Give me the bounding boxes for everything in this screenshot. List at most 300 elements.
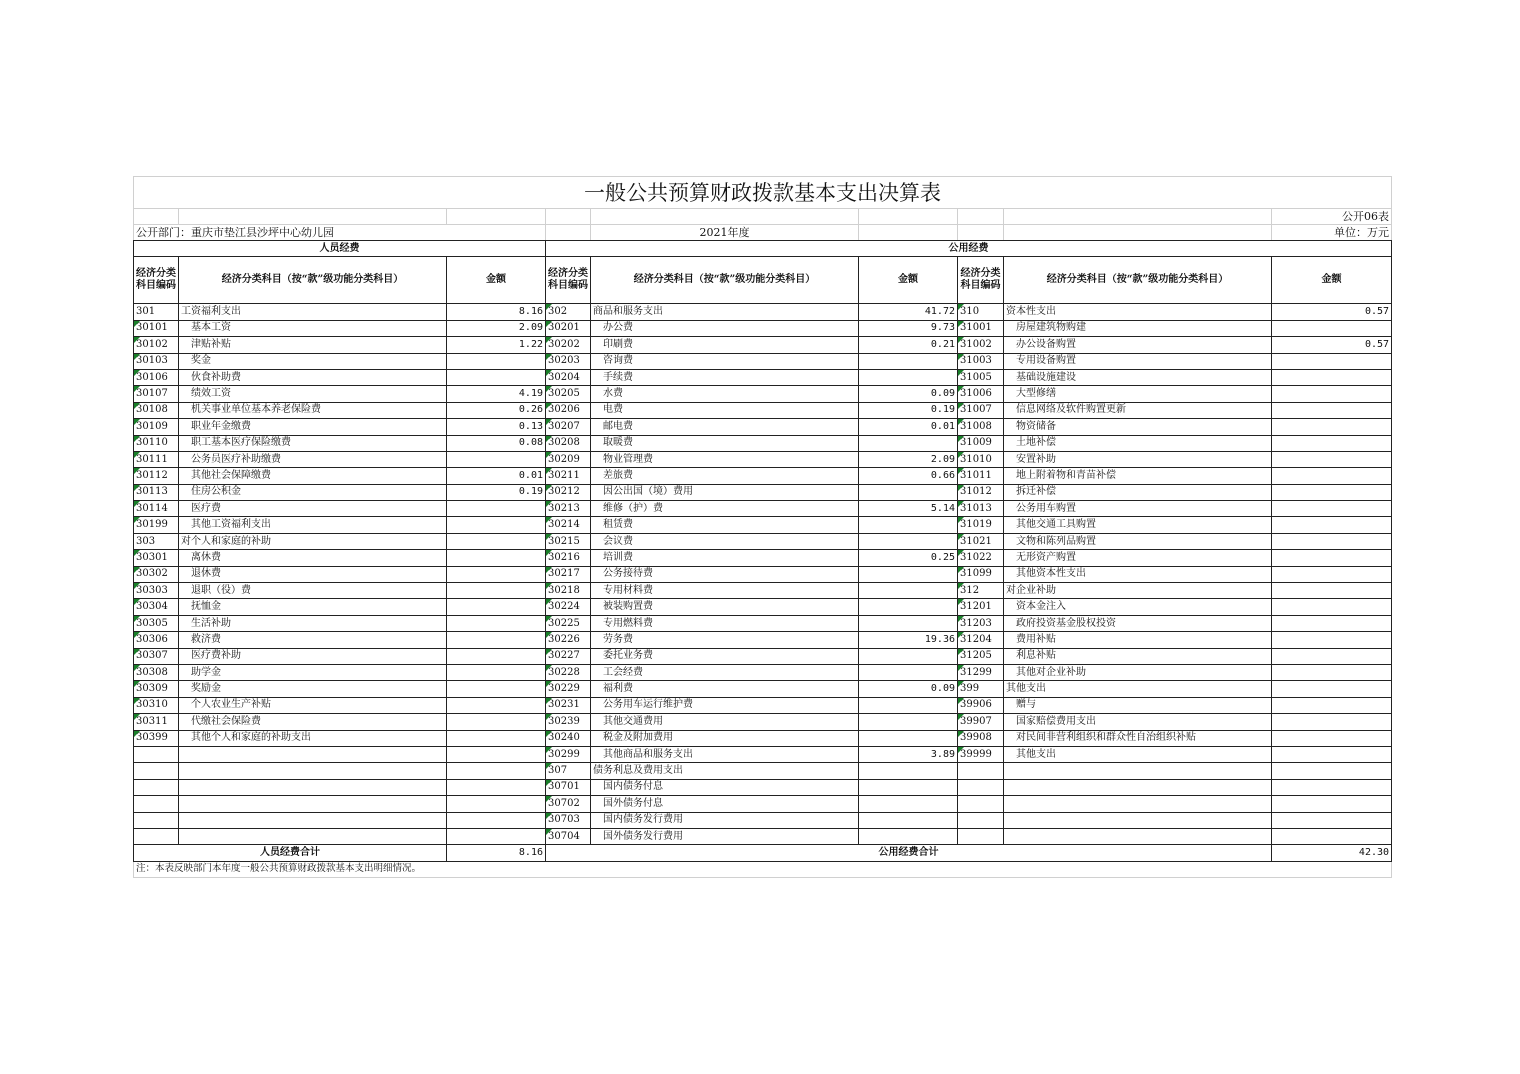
department-label: 公开部门：重庆市垫江县沙坪中心幼儿园	[134, 225, 546, 241]
row-code: 30205	[546, 386, 591, 402]
row-amount: 0.09	[859, 386, 958, 402]
footnote: 注：本表反映部门本年度一般公共预算财政拨款基本支出明细情况。	[134, 861, 1392, 877]
row-amount	[447, 369, 546, 385]
row-item-name: 生活补助	[179, 615, 447, 631]
row-amount	[447, 648, 546, 664]
row-item-name: 物业管理费	[591, 451, 859, 467]
row-amount	[1272, 796, 1392, 812]
row-item-name: 对民间非营利组织和群众性自治组织补贴	[1004, 730, 1272, 746]
row-code: 31299	[958, 664, 1004, 680]
table-row	[134, 828, 1392, 844]
row-amount: 8.16	[447, 304, 546, 320]
row-code: 30101	[134, 320, 179, 336]
row-item-name: 其他支出	[1004, 746, 1272, 762]
row-amount: 19.36	[859, 632, 958, 648]
row-code: 30217	[546, 566, 591, 582]
row-code: 312	[958, 583, 1004, 599]
row-code	[958, 812, 1004, 828]
row-item-name: 专用燃料费	[591, 615, 859, 631]
row-amount	[1272, 451, 1392, 467]
year-label: 2021年度	[591, 225, 859, 241]
header-code: 经济分类科目编码	[134, 257, 179, 304]
unit-label: 单位：万元	[1272, 225, 1392, 241]
row-amount	[1272, 369, 1392, 385]
header-code: 经济分类科目编码	[958, 257, 1004, 304]
row-code: 310	[958, 304, 1004, 320]
row-amount	[1272, 468, 1392, 484]
row-item-name: 医疗费	[179, 501, 447, 517]
totals-row	[134, 845, 1392, 861]
row-amount	[1272, 648, 1392, 664]
row-code: 307	[546, 763, 591, 779]
row-amount	[447, 681, 546, 697]
row-item-name: 国内债务发行费用	[591, 812, 859, 828]
row-code	[958, 779, 1004, 795]
row-item-name: 委托业务费	[591, 648, 859, 664]
row-code: 30207	[546, 419, 591, 435]
column-headers	[134, 257, 1392, 304]
row-amount: 0.19	[447, 484, 546, 500]
table-row	[134, 484, 1392, 500]
row-amount	[447, 828, 546, 844]
row-item-name: 离休费	[179, 550, 447, 566]
row-code: 30229	[546, 681, 591, 697]
row-amount	[859, 796, 958, 812]
row-item-name: 土地补偿	[1004, 435, 1272, 451]
row-amount	[1272, 632, 1392, 648]
row-code: 30307	[134, 648, 179, 664]
row-code: 30303	[134, 583, 179, 599]
row-amount	[1272, 517, 1392, 533]
row-amount	[1272, 435, 1392, 451]
row-amount: 2.09	[859, 451, 958, 467]
row-code: 30202	[546, 337, 591, 353]
table-row	[134, 599, 1392, 615]
row-code: 30109	[134, 419, 179, 435]
row-code: 30240	[546, 730, 591, 746]
table-row	[134, 796, 1392, 812]
row-amount	[447, 730, 546, 746]
row-amount: 0.57	[1272, 304, 1392, 320]
row-amount	[859, 763, 958, 779]
row-item-name: 福利费	[591, 681, 859, 697]
row-amount: 0.13	[447, 419, 546, 435]
row-amount	[859, 714, 958, 730]
row-item-name: 其他工资福利支出	[179, 517, 447, 533]
row-amount	[447, 566, 546, 582]
row-item-name: 国外债务付息	[591, 796, 859, 812]
row-item-name: 大型修缮	[1004, 386, 1272, 402]
row-code: 30199	[134, 517, 179, 533]
row-amount	[447, 583, 546, 599]
row-item-name: 公务用车运行维护费	[591, 697, 859, 713]
row-amount: 0.25	[859, 550, 958, 566]
row-amount	[1272, 550, 1392, 566]
row-amount	[1272, 566, 1392, 582]
header-amount: 金额	[859, 257, 958, 304]
row-code: 399	[958, 681, 1004, 697]
row-amount	[1272, 501, 1392, 517]
row-code: 30399	[134, 730, 179, 746]
row-item-name: 其他交通费用	[591, 714, 859, 730]
row-code	[134, 828, 179, 844]
row-code: 39907	[958, 714, 1004, 730]
row-item-name: 对个人和家庭的补助	[179, 533, 447, 549]
row-item-name: 基本工资	[179, 320, 447, 336]
table-row	[134, 779, 1392, 795]
row-amount: 0.26	[447, 402, 546, 418]
row-code: 30224	[546, 599, 591, 615]
row-amount: 4.19	[447, 386, 546, 402]
row-amount	[859, 828, 958, 844]
header-amount: 金额	[1272, 257, 1392, 304]
row-item-name: 因公出国（境）费用	[591, 484, 859, 500]
row-code: 31022	[958, 550, 1004, 566]
row-code: 30308	[134, 664, 179, 680]
row-amount	[859, 664, 958, 680]
row-code: 30215	[546, 533, 591, 549]
row-code: 31003	[958, 353, 1004, 369]
row-code: 30231	[546, 697, 591, 713]
row-item-name: 水费	[591, 386, 859, 402]
row-code: 30106	[134, 369, 179, 385]
row-code: 31010	[958, 451, 1004, 467]
row-code: 30211	[546, 468, 591, 484]
row-amount	[447, 664, 546, 680]
row-item-name: 公务员医疗补助缴费	[179, 451, 447, 467]
row-amount	[1272, 779, 1392, 795]
row-code	[958, 763, 1004, 779]
row-code: 30311	[134, 714, 179, 730]
table-row	[134, 681, 1392, 697]
row-code	[958, 828, 1004, 844]
row-amount	[447, 615, 546, 631]
row-amount	[859, 730, 958, 746]
row-code	[958, 796, 1004, 812]
row-code: 302	[546, 304, 591, 320]
row-amount	[1272, 353, 1392, 369]
table-row	[134, 533, 1392, 549]
row-amount	[1272, 386, 1392, 402]
table-row	[134, 419, 1392, 435]
row-code: 31204	[958, 632, 1004, 648]
row-item-name: 资本性支出	[1004, 304, 1272, 320]
row-item-name: 电费	[591, 402, 859, 418]
row-code: 30213	[546, 501, 591, 517]
row-amount: 0.09	[859, 681, 958, 697]
row-item-name: 公务接待费	[591, 566, 859, 582]
table-row	[134, 550, 1392, 566]
row-amount: 2.09	[447, 320, 546, 336]
row-item-name: 津贴补贴	[179, 337, 447, 353]
row-amount: 0.57	[1272, 337, 1392, 353]
table-row	[134, 763, 1392, 779]
row-code	[134, 812, 179, 828]
row-amount	[447, 353, 546, 369]
row-item-name	[179, 746, 447, 762]
row-item-name: 奖金	[179, 353, 447, 369]
page-title: 一般公共预算财政拨款基本支出决算表	[134, 177, 1392, 209]
row-amount	[447, 812, 546, 828]
row-item-name: 房屋建筑物购建	[1004, 320, 1272, 336]
row-code: 30208	[546, 435, 591, 451]
table-row	[134, 664, 1392, 680]
row-amount	[859, 615, 958, 631]
row-item-name: 文物和陈列品购置	[1004, 533, 1272, 549]
row-amount	[859, 369, 958, 385]
row-code: 301	[134, 304, 179, 320]
table-row	[134, 583, 1392, 599]
row-amount	[859, 697, 958, 713]
row-item-name: 代缴社会保险费	[179, 714, 447, 730]
row-item-name: 赠与	[1004, 697, 1272, 713]
row-item-name: 拆迁补偿	[1004, 484, 1272, 500]
row-amount	[1272, 730, 1392, 746]
header-amount: 金额	[447, 257, 546, 304]
row-item-name: 国外债务发行费用	[591, 828, 859, 844]
row-item-name: 住房公积金	[179, 484, 447, 500]
row-code: 303	[134, 533, 179, 549]
row-code: 30218	[546, 583, 591, 599]
table-row	[134, 730, 1392, 746]
row-item-name	[1004, 828, 1272, 844]
row-item-name: 物资储备	[1004, 419, 1272, 435]
section-public: 公用经费	[546, 241, 1392, 257]
row-amount	[859, 566, 958, 582]
row-item-name: 信息网络及软件购置更新	[1004, 402, 1272, 418]
row-item-name	[1004, 796, 1272, 812]
row-item-name: 专用设备购置	[1004, 353, 1272, 369]
row-code: 39999	[958, 746, 1004, 762]
row-item-name	[1004, 812, 1272, 828]
row-code: 30201	[546, 320, 591, 336]
row-code: 31203	[958, 615, 1004, 631]
row-item-name: 利息补贴	[1004, 648, 1272, 664]
row-item-name: 工会经费	[591, 664, 859, 680]
row-item-name: 退休费	[179, 566, 447, 582]
table-row	[134, 648, 1392, 664]
row-item-name: 其他资本性支出	[1004, 566, 1272, 582]
table-row	[134, 353, 1392, 369]
row-code: 30107	[134, 386, 179, 402]
row-amount	[859, 533, 958, 549]
row-item-name: 邮电费	[591, 419, 859, 435]
row-code: 30112	[134, 468, 179, 484]
report-sheet	[133, 176, 1391, 878]
row-item-name: 取暖费	[591, 435, 859, 451]
table-row	[134, 566, 1392, 582]
row-code: 30309	[134, 681, 179, 697]
row-amount	[447, 714, 546, 730]
row-item-name: 费用补贴	[1004, 632, 1272, 648]
row-amount	[859, 435, 958, 451]
row-amount	[859, 812, 958, 828]
row-amount	[1272, 533, 1392, 549]
row-amount	[447, 533, 546, 549]
row-code: 31005	[958, 369, 1004, 385]
table-row	[134, 451, 1392, 467]
row-code: 30306	[134, 632, 179, 648]
row-code: 30204	[546, 369, 591, 385]
row-item-name: 其他交通工具购置	[1004, 517, 1272, 533]
row-amount	[1272, 812, 1392, 828]
row-amount	[1272, 664, 1392, 680]
row-item-name: 工资福利支出	[179, 304, 447, 320]
table-row	[134, 386, 1392, 402]
row-code: 30214	[546, 517, 591, 533]
row-item-name	[1004, 779, 1272, 795]
row-code: 30110	[134, 435, 179, 451]
row-code: 31201	[958, 599, 1004, 615]
row-code: 31011	[958, 468, 1004, 484]
row-item-name: 咨询费	[591, 353, 859, 369]
row-amount: 0.01	[447, 468, 546, 484]
row-item-name: 助学金	[179, 664, 447, 680]
header-code: 经济分类科目编码	[546, 257, 591, 304]
row-code: 30225	[546, 615, 591, 631]
row-amount	[1272, 320, 1392, 336]
row-item-name: 职工基本医疗保险缴费	[179, 435, 447, 451]
row-item-name: 机关事业单位基本养老保险费	[179, 402, 447, 418]
row-item-name: 其他商品和服务支出	[591, 746, 859, 762]
row-amount: 0.19	[859, 402, 958, 418]
row-amount	[447, 632, 546, 648]
row-code: 39906	[958, 697, 1004, 713]
row-code: 30216	[546, 550, 591, 566]
row-item-name	[179, 779, 447, 795]
row-code: 30227	[546, 648, 591, 664]
row-item-name: 基础设施建设	[1004, 369, 1272, 385]
table-row	[134, 304, 1392, 320]
row-amount	[447, 796, 546, 812]
row-amount	[1272, 681, 1392, 697]
row-amount: 0.21	[859, 337, 958, 353]
row-code: 30212	[546, 484, 591, 500]
row-code: 30103	[134, 353, 179, 369]
row-code: 30209	[546, 451, 591, 467]
row-item-name: 劳务费	[591, 632, 859, 648]
row-code: 31006	[958, 386, 1004, 402]
row-item-name: 会议费	[591, 533, 859, 549]
row-amount	[447, 779, 546, 795]
row-amount	[859, 484, 958, 500]
row-code: 30228	[546, 664, 591, 680]
row-code: 31021	[958, 533, 1004, 549]
row-code: 30203	[546, 353, 591, 369]
row-amount	[447, 599, 546, 615]
row-item-name: 差旅费	[591, 468, 859, 484]
table-number: 公开06表	[1272, 209, 1392, 225]
row-code: 31205	[958, 648, 1004, 664]
row-code: 31099	[958, 566, 1004, 582]
row-item-name: 退职（役）费	[179, 583, 447, 599]
row-amount	[859, 583, 958, 599]
table-row	[134, 468, 1392, 484]
row-item-name: 地上附着物和青苗补偿	[1004, 468, 1272, 484]
row-code: 31019	[958, 517, 1004, 533]
table-row	[134, 697, 1392, 713]
row-code: 30301	[134, 550, 179, 566]
row-amount	[1272, 828, 1392, 844]
row-amount	[1272, 714, 1392, 730]
row-amount: 0.01	[859, 419, 958, 435]
row-item-name: 维修（护）费	[591, 501, 859, 517]
row-item-name: 租赁费	[591, 517, 859, 533]
public-total-value: 42.30	[1272, 845, 1392, 861]
row-amount	[447, 517, 546, 533]
row-item-name: 公务用车购置	[1004, 501, 1272, 517]
row-amount	[1272, 484, 1392, 500]
row-item-name	[179, 812, 447, 828]
header-name: 经济分类科目（按“款”级功能分类科目）	[1004, 257, 1272, 304]
row-item-name: 其他社会保障缴费	[179, 468, 447, 484]
row-amount	[447, 501, 546, 517]
row-code: 30302	[134, 566, 179, 582]
row-code: 30299	[546, 746, 591, 762]
row-item-name: 职业年金缴费	[179, 419, 447, 435]
row-code: 31013	[958, 501, 1004, 517]
row-amount	[1272, 615, 1392, 631]
table-row	[134, 402, 1392, 418]
row-amount: 9.73	[859, 320, 958, 336]
row-amount	[447, 550, 546, 566]
row-amount	[859, 599, 958, 615]
row-item-name: 办公费	[591, 320, 859, 336]
row-code: 30206	[546, 402, 591, 418]
row-amount	[447, 697, 546, 713]
row-item-name: 资本金注入	[1004, 599, 1272, 615]
row-code: 31008	[958, 419, 1004, 435]
row-code: 31001	[958, 320, 1004, 336]
header-name: 经济分类科目（按“款”级功能分类科目）	[179, 257, 447, 304]
row-code: 39908	[958, 730, 1004, 746]
row-item-name: 手续费	[591, 369, 859, 385]
row-amount	[859, 353, 958, 369]
row-item-name: 税金及附加费用	[591, 730, 859, 746]
row-item-name: 安置补助	[1004, 451, 1272, 467]
row-item-name	[179, 796, 447, 812]
row-code: 30113	[134, 484, 179, 500]
row-code: 31009	[958, 435, 1004, 451]
row-item-name: 被装购置费	[591, 599, 859, 615]
row-code: 30111	[134, 451, 179, 467]
row-amount: 41.72	[859, 304, 958, 320]
row-amount	[447, 451, 546, 467]
row-item-name: 其他支出	[1004, 681, 1272, 697]
row-item-name: 国内债务付息	[591, 779, 859, 795]
row-amount: 1.22	[447, 337, 546, 353]
row-amount	[1272, 599, 1392, 615]
table-row	[134, 746, 1392, 762]
row-code: 30114	[134, 501, 179, 517]
row-amount: 5.14	[859, 501, 958, 517]
row-item-name: 对企业补助	[1004, 583, 1272, 599]
row-item-name: 其他对企业补助	[1004, 664, 1272, 680]
row-code: 30701	[546, 779, 591, 795]
table-row	[134, 632, 1392, 648]
table-row	[134, 369, 1392, 385]
row-item-name: 救济费	[179, 632, 447, 648]
personnel-total-label: 人员经费合计	[134, 845, 447, 861]
row-amount: 0.08	[447, 435, 546, 451]
row-item-name: 伙食补助费	[179, 369, 447, 385]
row-amount: 0.66	[859, 468, 958, 484]
row-item-name: 绩效工资	[179, 386, 447, 402]
row-code: 31012	[958, 484, 1004, 500]
table-row	[134, 320, 1392, 336]
row-item-name: 奖励金	[179, 681, 447, 697]
row-item-name: 培训费	[591, 550, 859, 566]
